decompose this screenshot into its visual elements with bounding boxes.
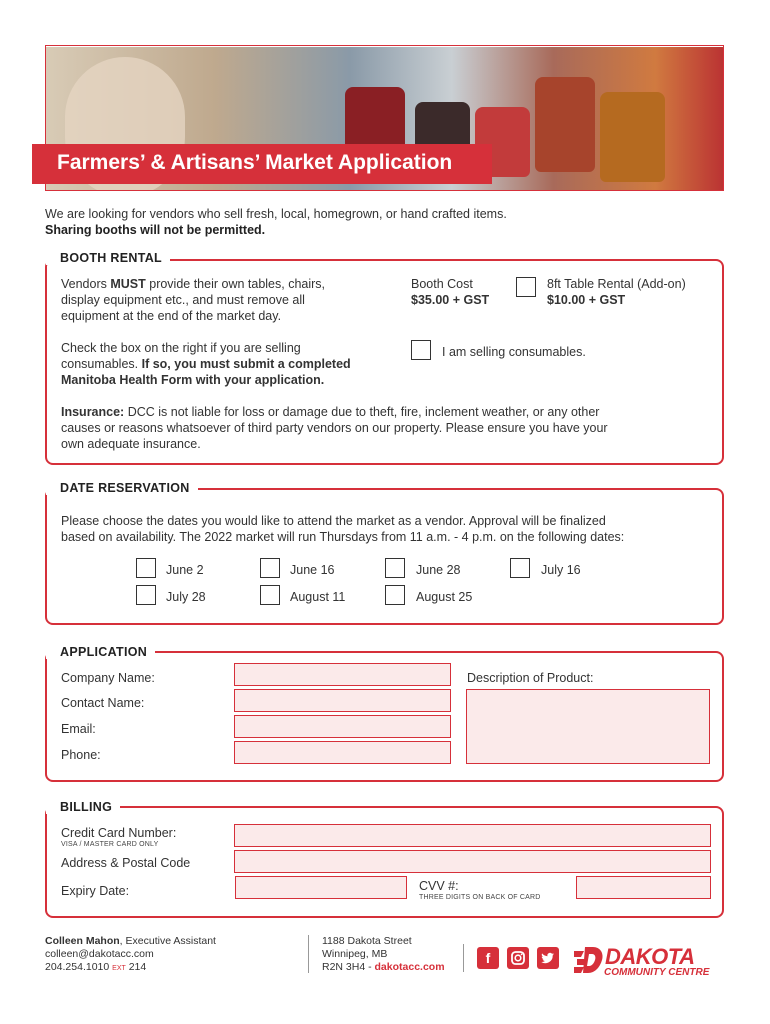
address-label: Address & Postal Code	[61, 856, 191, 870]
facebook-icon[interactable]: f	[477, 947, 499, 969]
address-city: Winnipeg, MB	[322, 948, 388, 960]
credit-card-note: VISA / MASTER CARD ONLY	[61, 841, 159, 848]
page-title: Farmers’ & Artisans’ Market Application	[57, 151, 453, 174]
text: consumables.	[61, 357, 142, 371]
date-label: July 28	[166, 590, 206, 604]
product-description-field[interactable]	[466, 689, 710, 764]
website-link[interactable]: dakotacc.com	[374, 961, 445, 973]
footer-divider	[308, 935, 309, 973]
table-rental-label: 8ft Table Rental (Add-on)	[547, 277, 686, 291]
date-checkbox[interactable]	[136, 585, 156, 605]
address-postal: R2N 3H4 -	[322, 961, 375, 973]
date-checkbox[interactable]	[385, 558, 405, 578]
footer-divider	[463, 944, 464, 972]
ext-label: EXT	[112, 965, 126, 972]
intro-text	[45, 206, 507, 238]
cvv-note: THREE DIGITS ON BACK OF CARD	[419, 894, 541, 901]
twitter-icon[interactable]	[537, 947, 559, 969]
contact-name: Colleen Mahon	[45, 935, 120, 947]
cvv-field[interactable]	[576, 876, 711, 899]
company-name-field[interactable]	[234, 663, 451, 686]
date-label: June 28	[416, 563, 461, 577]
text: Check the box on the right if you are selling	[61, 341, 301, 355]
intro-warning: Sharing booths will not be permitted.	[45, 223, 266, 237]
expiry-label: Expiry Date:	[61, 884, 130, 898]
phone-field[interactable]	[234, 741, 451, 764]
date-checkbox[interactable]	[260, 585, 280, 605]
date-label: July 16	[541, 563, 581, 577]
phone-label: Phone:	[61, 748, 101, 762]
date-label: August 25	[416, 590, 473, 604]
footer-contact	[45, 935, 216, 975]
contact-email[interactable]: colleen@dakotacc.com	[45, 948, 154, 960]
date-checkbox[interactable]	[136, 558, 156, 578]
credit-card-field[interactable]	[234, 824, 711, 847]
company-label: Company Name:	[61, 671, 155, 685]
expiry-date-field[interactable]	[235, 876, 407, 899]
text-bold: If so, you must submit a completed	[141, 357, 351, 371]
text: based on availability. The 2022 market will run Thursdays from 11 a.m. - 4 p.m. on the following dates:	[61, 530, 625, 544]
description-label: Description of Product:	[467, 671, 594, 685]
date-checkbox[interactable]	[510, 558, 530, 578]
insurance-text	[61, 404, 701, 452]
instagram-icon[interactable]	[507, 947, 529, 969]
contact-phone: 204.254.1010	[45, 961, 110, 973]
text: causes or reasons whatsoever of third party vendors on our property. Please ensure you have your	[61, 421, 608, 435]
date-label: August 11	[290, 590, 346, 604]
table-rental	[547, 276, 686, 308]
table-rental-value: $10.00 + GST	[547, 293, 626, 307]
section-title: BILLING	[46, 800, 120, 814]
booth-cost-value: $35.00 + GST	[411, 293, 490, 307]
credit-card-label: Credit Card Number:	[61, 826, 177, 840]
text: provide their own tables, chairs,	[145, 277, 326, 291]
text: equipment at the end of the market day.	[61, 309, 282, 323]
address-street: 1188 Dakota Street	[322, 935, 412, 947]
table-rental-checkbox[interactable]	[516, 277, 536, 297]
text-bold: MUST	[110, 277, 146, 291]
text: Please choose the dates you would like to attend the market as a vendor. Approval will be finalized	[61, 514, 606, 528]
logo-mark-icon	[571, 943, 605, 977]
cvv-label: CVV #:	[419, 879, 459, 893]
section-title: BOOTH RENTAL	[46, 251, 170, 265]
email-field[interactable]	[234, 715, 451, 738]
contact-name-field[interactable]	[234, 689, 451, 712]
text-bold: Manitoba Health Form with your application.	[61, 373, 325, 387]
text: own adequate insurance.	[61, 437, 201, 451]
text: DCC is not liable for loss or damage due to theft, fire, inclement weather, or any other	[124, 405, 600, 419]
consumables-checkbox[interactable]	[411, 340, 431, 360]
consumables-text	[61, 340, 401, 388]
footer-address	[322, 935, 445, 974]
contact-ext: 214	[128, 961, 147, 973]
date-checkbox[interactable]	[260, 558, 280, 578]
insurance-label: Insurance:	[61, 405, 125, 419]
contact-role: , Executive Assistant	[119, 935, 216, 947]
consumables-label: I am selling consumables.	[442, 345, 586, 359]
date-label: June 2	[166, 563, 204, 577]
logo-text: DAKOTA	[605, 944, 695, 969]
section-title: DATE RESERVATION	[46, 481, 198, 495]
date-checkbox[interactable]	[385, 585, 405, 605]
booth-vendors-text	[61, 276, 381, 324]
contact-label: Contact Name:	[61, 696, 145, 710]
title-banner	[32, 144, 492, 184]
section-title: APPLICATION	[46, 645, 155, 659]
address-field[interactable]	[234, 850, 711, 873]
logo-subtext: COMMUNITY CENTRE	[604, 967, 710, 978]
dates-description	[61, 513, 711, 545]
booth-cost	[411, 276, 489, 308]
booth-cost-label: Booth Cost	[411, 277, 473, 291]
text: display equipment etc., and must remove all	[61, 293, 305, 307]
text: Vendors	[61, 277, 111, 291]
email-label: Email:	[61, 722, 96, 736]
date-label: June 16	[290, 563, 335, 577]
intro-line: We are looking for vendors who sell fresh, local, homegrown, or hand crafted items.	[45, 207, 507, 221]
